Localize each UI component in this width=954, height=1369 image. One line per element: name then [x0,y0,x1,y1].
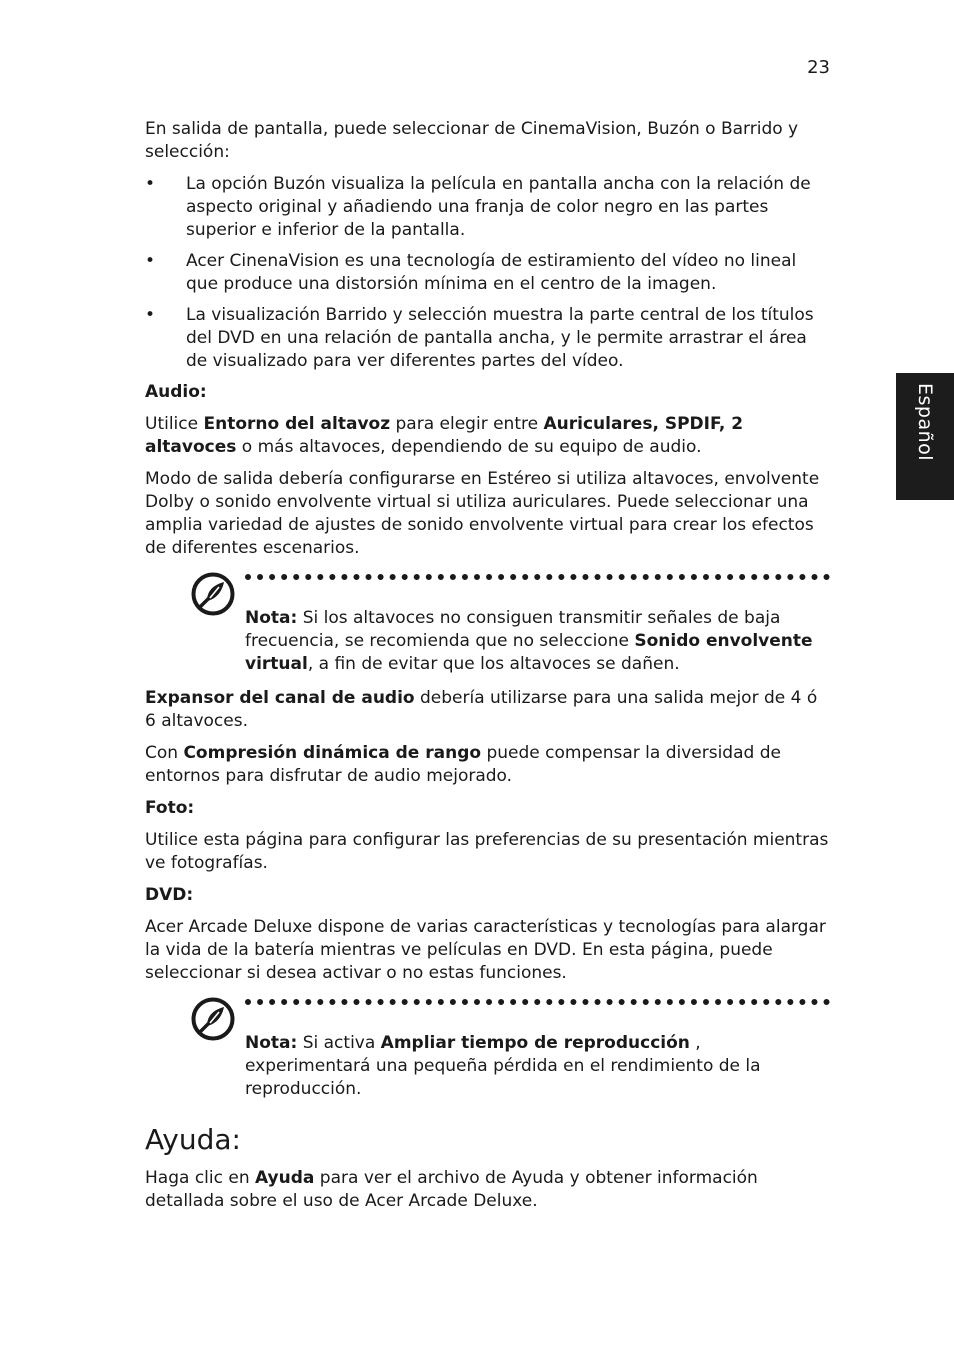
bold-term: Ampliar tiempo de reproducción [380,1033,690,1053]
foto-paragraph: Utilice esta página para configurar las preferencias de su presentación mientras ve fotografías. [145,830,829,873]
note-dotted-divider [245,999,830,1011]
bold-term: Ayuda [255,1168,315,1188]
bold-term: Sonido envolvente virtual [245,631,813,674]
note-text [245,607,830,676]
list-item [145,173,830,242]
bold-term: SPDIF [664,414,719,434]
foto-heading: Foto: [145,798,195,818]
text-run: , a fin de evitar que los altavoces se dañen. [307,654,680,674]
note-label: Nota: [245,608,298,628]
list-item-text: La visualización Barrido y selección muestra la parte central de los títulos del DVD en una relación de pantalla ancha, y le permite arrastrar el área de visualizado para ver diferentes partes del vídeo. [186,305,814,371]
audio-heading: Audio: [145,382,207,402]
list-item-text: La opción Buzón visualiza la película en pantalla ancha con la relación de aspecto original y añadiendo una franja de color negro en las partes superior e inferior de la pantalla. [186,174,811,240]
text-run: Haga clic en [145,1168,255,1188]
bold-term: Auriculares [543,414,653,434]
text-run: puede compensar la diversidad de entornos para disfrutar de audio mejorado. [145,743,781,786]
language-side-tab [896,373,954,500]
bullet-icon: • [145,251,156,271]
text-run: Con [145,743,184,763]
expansor-paragraph [145,687,830,733]
screen-output-options-list [145,173,830,373]
bullet-icon: • [145,305,156,325]
text-run: Si activa [297,1033,381,1053]
dvd-heading: DVD: [145,885,194,905]
text-run: debería utilizarse para una salida mejor de 4 ó 6 altavoces. [145,688,818,731]
ayuda-paragraph [145,1167,830,1213]
text-run: , [652,414,665,434]
page-content [145,118,830,1222]
text-run: , [718,414,732,434]
list-item [145,304,830,373]
side-tab-label: Español [914,383,936,462]
text-run: Utilice [145,414,204,434]
text-run: Si los altavoces no consiguen transmitir señales de baja frecuencia, se recomienda que no seleccione [245,608,781,651]
compresion-paragraph [145,742,830,788]
list-item-text: Acer CinenaVision es una tecnología de estiramiento del vídeo no lineal que produce una distorsión mínima en el centro de la imagen. [186,251,797,294]
intro-paragraph: En salida de pantalla, puede seleccionar de CinemaVision, Buzón o Barrido y selección: [145,119,799,162]
note-box [145,574,830,676]
audio-paragraph-2: Modo de salida debería configurarse en Estéreo si utiliza altavoces, envolvente Dolby o sonido envolvente virtual si utiliza auriculares. Puede seleccionar una amplia variedad de ajustes de sonido envolvente virtual para crear los efectos de diferentes escenarios. [145,469,820,558]
note-dotted-divider [245,574,830,586]
text-run: para elegir entre [390,414,544,434]
bold-term: Compresión dinámica de rango [183,743,482,763]
audio-paragraph-1 [145,413,830,459]
text-run: , experimentará una pequeña pérdida en el rendimiento de la reproducción. [245,1033,761,1099]
page-number: 23 [807,57,830,78]
ayuda-title: Ayuda: [145,1123,241,1156]
text-run: para ver el archivo de Ayuda y obtener información detallada sobre el uso de Acer Arcade Deluxe. [145,1168,758,1211]
bold-term: 2 altavoces [145,414,744,457]
note-text [245,1032,830,1101]
text-run: o más altavoces, dependiendo de su equipo de audio. [236,437,702,457]
bold-term: Expansor del canal de audio [145,688,415,708]
dvd-paragraph: Acer Arcade Deluxe dispone de varias características y tecnologías para alargar la vida de la batería mientras ve películas en DVD. En esta página, puede seleccionar si desea activar o no estas funciones. [145,917,826,983]
bullet-icon: • [145,174,156,194]
bold-term: Entorno del altavoz [203,414,391,434]
note-label: Nota: [245,1033,298,1053]
note-pen-icon [191,997,235,1041]
note-box [145,999,830,1101]
list-item [145,250,830,296]
note-pen-icon [191,572,235,616]
